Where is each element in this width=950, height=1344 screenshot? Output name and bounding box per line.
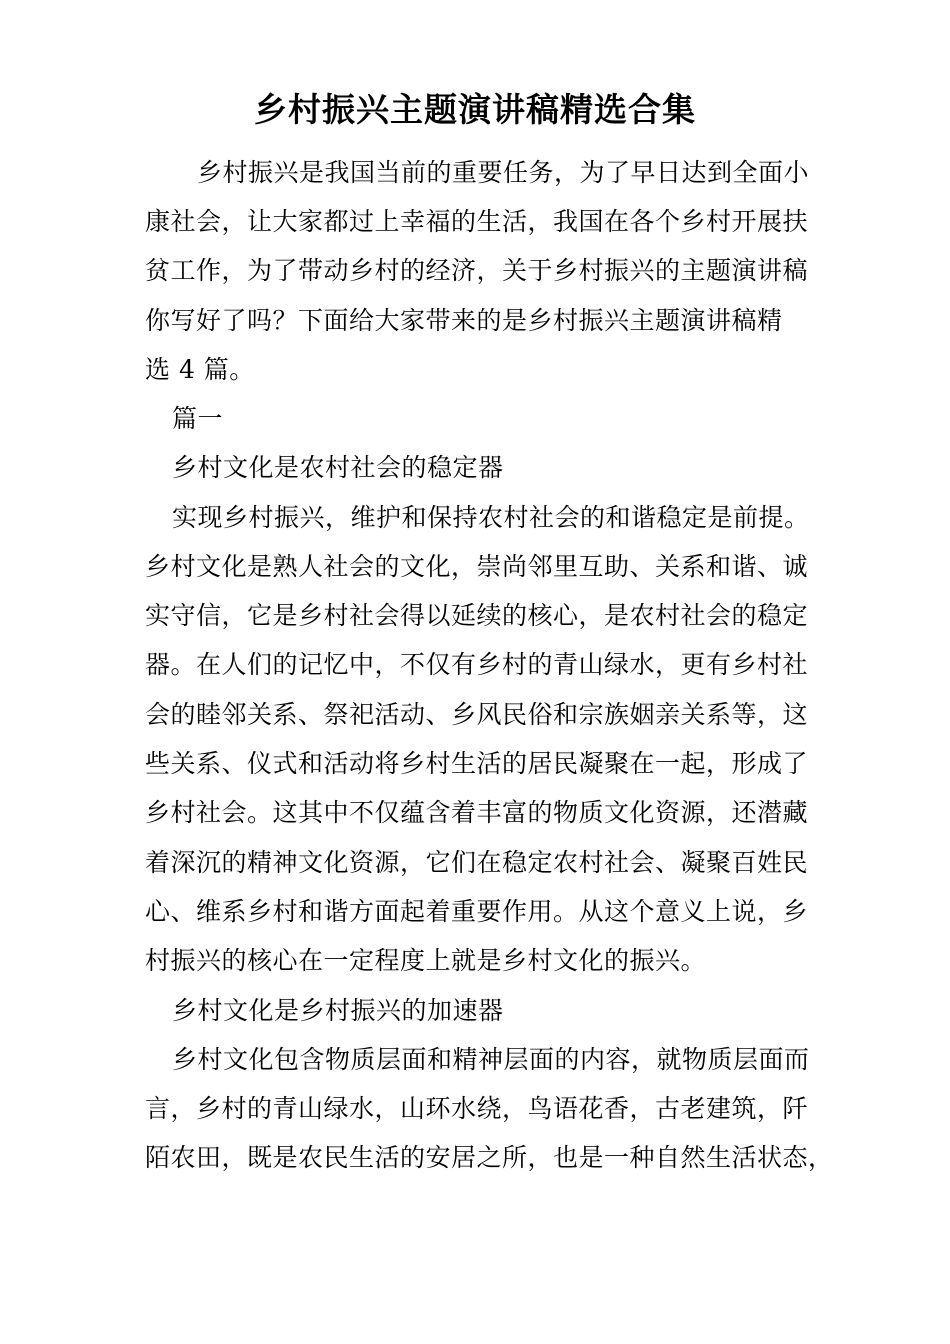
subsection-heading: 乡村文化是乡村振兴的加速器	[172, 996, 504, 1025]
paragraph-line: 言，乡村的青山绿水，山环水绕，鸟语花香，古老建筑，阡	[145, 1094, 809, 1123]
paragraph-line: 着深沉的精神文化资源，它们在稳定农村社会、凝聚百姓民	[145, 848, 809, 877]
paragraph-line: 乡村振兴是我国当前的重要任务，为了早日达到全面小	[197, 158, 810, 187]
section-heading: 篇一	[172, 404, 224, 433]
paragraph-line: 实守信，它是乡村社会得以延续的核心，是农村社会的稳定	[145, 601, 809, 630]
paragraph-line: 你写好了吗？下面给大家带来的是乡村振兴主题演讲稿精	[145, 306, 783, 335]
paragraph-line: 乡村文化是熟人社会的文化，崇尚邻里互助、关系和谐、诚	[145, 552, 809, 581]
paragraph-line: 些关系、仪式和活动将乡村生活的居民凝聚在一起，形成了	[145, 749, 809, 778]
paragraph-line: 贫工作，为了带动乡村的经济，关于乡村振兴的主题演讲稿	[145, 256, 809, 285]
paragraph-line: 心、维系乡村和谐方面起着重要作用。从这个意义上说，乡	[145, 897, 809, 926]
paragraph-line: 选 4 篇。	[145, 355, 255, 384]
subsection-heading: 乡村文化是农村社会的稳定器	[172, 453, 504, 482]
paragraph-line: 实现乡村振兴，维护和保持农村社会的和谐稳定是前提。	[172, 503, 810, 532]
paragraph-line: 村振兴的核心在一定程度上就是乡村文化的振兴。	[145, 946, 707, 975]
paragraph-line: 器。在人们的记忆中，不仅有乡村的青山绿水，更有乡村社	[145, 650, 809, 679]
paragraph-line: 陌农田，既是农民生活的安居之所，也是一种自然生活状态，	[145, 1143, 834, 1172]
paragraph-line: 康社会，让大家都过上幸福的生活，我国在各个乡村开展扶	[145, 207, 809, 236]
paragraph-line: 会的睦邻关系、祭祀活动、乡风民俗和宗族姻亲关系等，这	[145, 700, 809, 729]
paragraph-line: 乡村社会。这其中不仅蕴含着丰富的物质文化资源，还潜藏	[145, 798, 809, 827]
paragraph-line: 乡村文化包含物质层面和精神层面的内容，就物质层面而	[172, 1045, 810, 1074]
document-title: 乡村振兴主题演讲稿精选合集	[254, 90, 696, 129]
